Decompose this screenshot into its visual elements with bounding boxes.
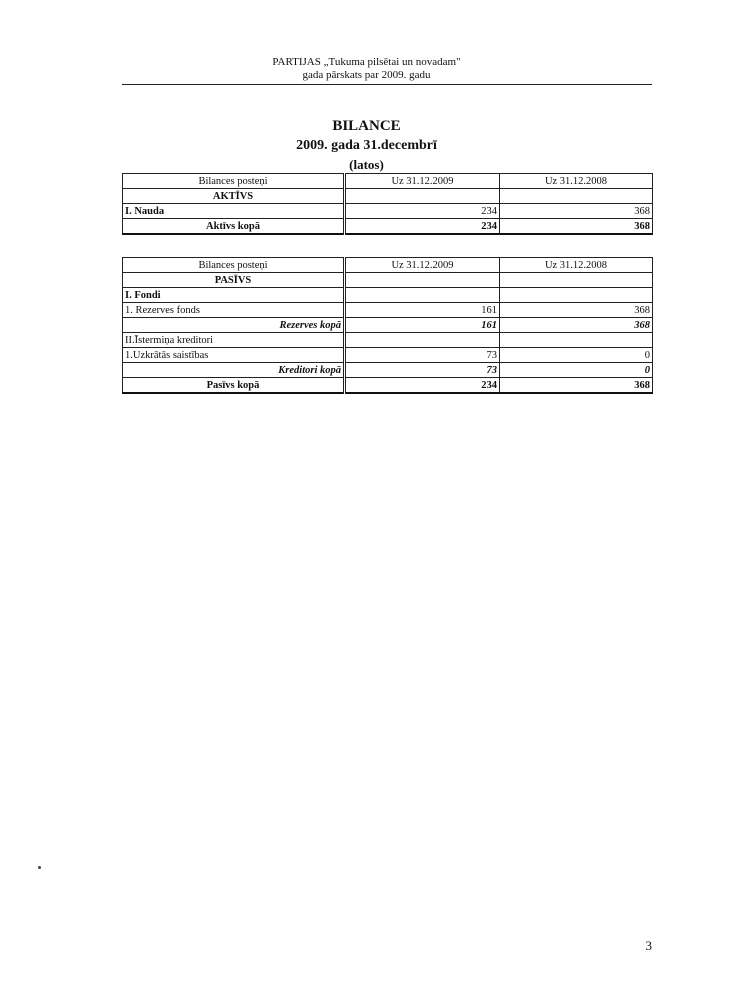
column-header: Uz 31.12.2008 <box>500 258 653 273</box>
table-row <box>123 204 653 219</box>
row-label: 1. Rezerves fonds <box>123 303 345 318</box>
total-2009: 234 <box>345 378 500 394</box>
column-header: Bilances posteņi <box>123 258 345 273</box>
group-label: I. Fondi <box>123 288 345 303</box>
column-header: Uz 31.12.2009 <box>345 174 500 189</box>
currency-unit: (latos) <box>349 157 384 172</box>
table-row <box>123 348 653 363</box>
section-label: PASĪVS <box>123 273 345 288</box>
document-header-line2: gada pārskats par 2009. gadu <box>302 69 431 81</box>
subtotal-label: Rezerves kopā <box>123 318 345 333</box>
table-header-row <box>123 258 653 273</box>
subtotal-2008: 368 <box>500 318 653 333</box>
group-row <box>123 333 653 348</box>
subtotal-label: Kreditori kopā <box>123 363 345 378</box>
table-row <box>123 303 653 318</box>
value-2009: 73 <box>345 348 500 363</box>
value-2008: 368 <box>500 204 653 219</box>
total-row <box>123 219 653 235</box>
section-row <box>123 189 653 204</box>
group-row <box>123 288 653 303</box>
subtotal-2009: 73 <box>345 363 500 378</box>
page-number: 3 <box>645 938 652 953</box>
subtotal-2009: 161 <box>345 318 500 333</box>
total-2008: 368 <box>500 219 653 235</box>
balance-date: 2009. gada 31.decembrī <box>296 138 437 153</box>
total-label: Pasīvs kopā <box>123 378 345 394</box>
total-2008: 368 <box>500 378 653 394</box>
subtotal-2008: 0 <box>500 363 653 378</box>
value-2008: 0 <box>500 348 653 363</box>
table-header-row <box>123 174 653 189</box>
value-2009: 161 <box>345 303 500 318</box>
group-label: II.Īstermiņa kreditori <box>123 333 345 348</box>
page-title: BILANCE <box>332 118 401 134</box>
column-header: Bilances posteņi <box>123 174 345 189</box>
value-2008: 368 <box>500 303 653 318</box>
scan-speck <box>38 866 41 869</box>
column-header: Uz 31.12.2008 <box>500 174 653 189</box>
section-label: AKTĪVS <box>123 189 345 204</box>
section-row <box>123 273 653 288</box>
column-header: Uz 31.12.2009 <box>345 258 500 273</box>
row-label: I. Nauda <box>123 204 345 219</box>
total-row <box>123 378 653 394</box>
value-2009: 234 <box>345 204 500 219</box>
aktivs-table <box>122 173 653 235</box>
row-label: 1.Uzkrātās saistības <box>123 348 345 363</box>
subtotal-row <box>123 363 653 378</box>
pasivs-table <box>122 257 653 394</box>
subtotal-row <box>123 318 653 333</box>
document-header-line1: PARTIJAS „Tukuma pilsētai un novadam" <box>272 56 461 68</box>
total-label: Aktīvs kopā <box>123 219 345 235</box>
total-2009: 234 <box>345 219 500 235</box>
header-divider <box>122 84 652 85</box>
